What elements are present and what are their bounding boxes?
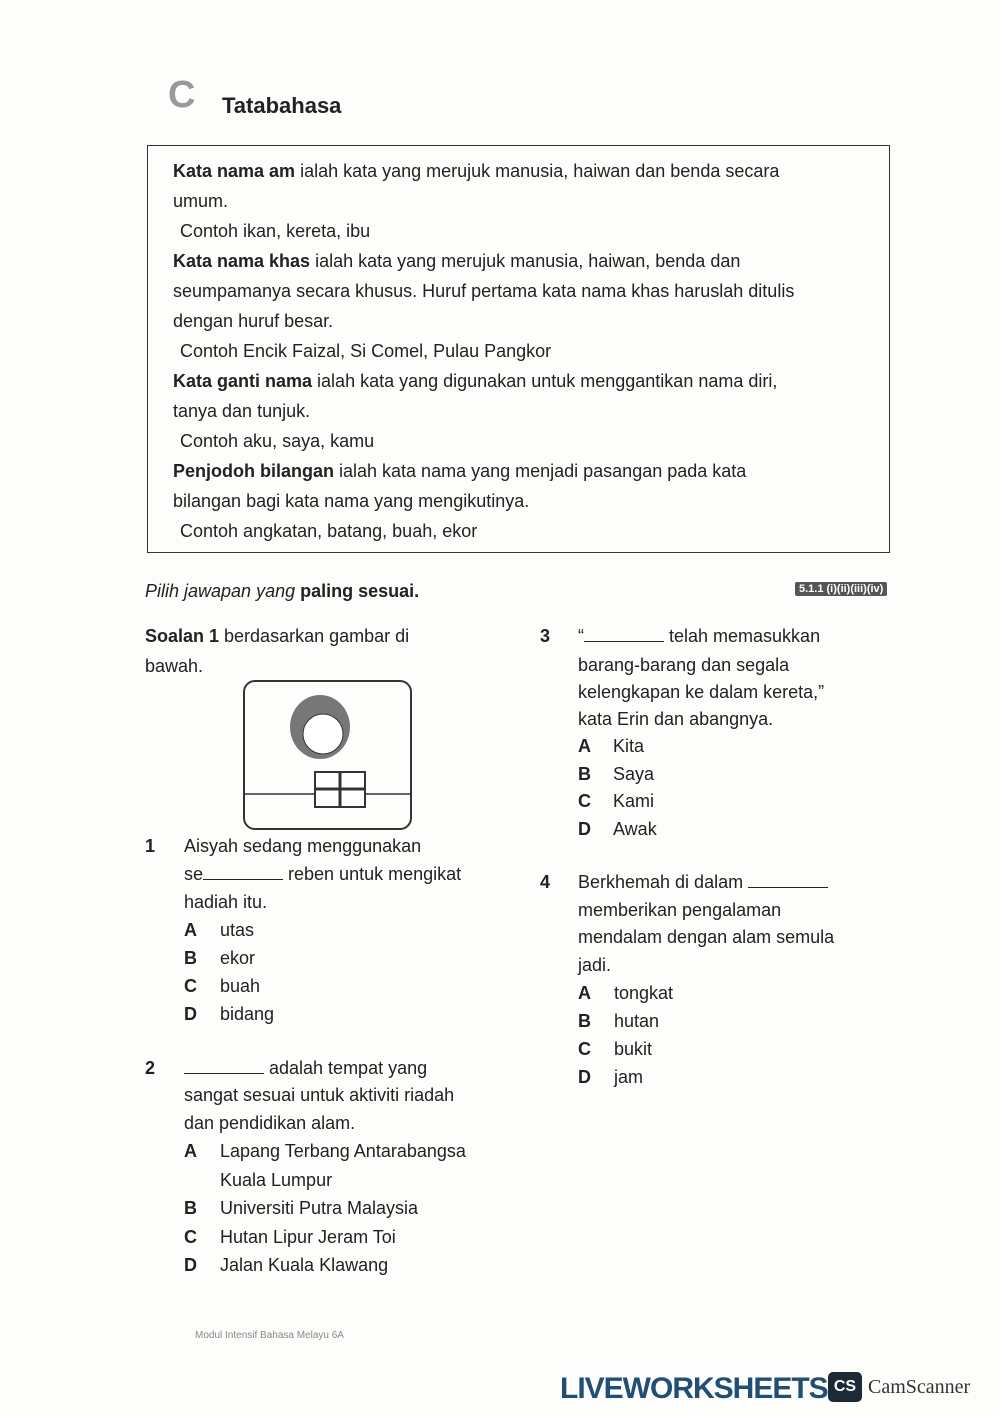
option-text: Kuala Lumpur [220,1169,333,1190]
answer-blank[interactable] [748,873,828,888]
q4-text-4: jadi. [578,955,612,975]
note-line: dengan huruf besar. [173,311,334,331]
liveworksheets-logo: LIVEWORKSHEETS [560,1372,828,1405]
option-letter: D [578,1067,591,1087]
q3-number: 3 [540,626,551,646]
option-letter: C [578,791,591,811]
illustration-girl-tying-gift [243,680,412,830]
option-letter: B [578,1011,591,1031]
q3-text-2: barang-barang dan segala [578,655,790,675]
option-letter: B [578,763,591,784]
q3-text: “ telah memasukkan [578,626,821,646]
option-letter: A [578,983,591,1003]
option-text: bukit [614,1039,653,1059]
q4-number: 4 [540,872,551,892]
option-text: tongkat [614,983,674,1003]
intro-text: Soalan 1 berdasarkan gambar di [145,626,410,646]
option-text: Kami [613,791,655,811]
option-text: Saya [613,763,655,784]
footer-text: Modul Intensif Bahasa Melayu 6A [195,1330,344,1341]
option-text: Jalan Kuala Klawang [220,1255,389,1275]
option-letter: D [578,818,591,839]
option-text: hutan [614,1011,660,1031]
note-line: Kata nama am ialah kata yang merujuk manusia, haiwan dan benda secara [173,161,780,181]
option-letter: C [184,1226,197,1247]
option-letter: B [184,948,197,968]
intro-text-2: bawah. [145,656,204,676]
option-text: Lapang Terbang Antarabangsa [220,1141,466,1161]
note-example: Contoh ikan, kereta, ibu [180,221,371,241]
option-letter: A [578,736,591,756]
option-text: bidang [220,1004,275,1024]
note-line: umum. [173,191,229,211]
q4-text-3: mendalam dengan alam semula [578,927,835,947]
note-line: tanya dan tunjuk. [173,401,311,421]
camscanner-label: CamScanner [868,1376,971,1398]
answer-blank[interactable] [184,1059,264,1074]
q4-text-2: memberikan pengalaman [578,900,782,920]
q1-text-2: se reben untuk mengikat [184,864,462,884]
option-text: Hutan Lipur Jeram Toi [220,1226,396,1247]
option-letter: B [184,1198,197,1218]
note-line: bilangan bagi kata nama yang mengikutinya. [173,491,530,511]
q3-text-4: kata Erin dan abangnya. [578,709,774,729]
note-line: Kata ganti nama ialah kata yang digunakan untuk menggantikan nama diri, [173,371,778,391]
option-letter: A [184,1141,197,1161]
option-letter: D [184,1004,197,1024]
option-text: Awak [613,818,657,839]
option-text: ekor [220,948,256,968]
note-line: Penjodoh bilangan ialah kata nama yang menjadi pasangan pada kata [173,461,747,481]
q1-number: 1 [145,836,156,856]
camscanner-icon: CS [828,1372,862,1402]
q3-text-3: kelengkapan ke dalam kereta,” [578,682,825,702]
option-text: Kita [613,736,645,756]
option-letter: C [578,1039,591,1059]
section-title: Tatabahasa [222,93,342,118]
option-letter: C [184,976,197,996]
q2-text-2: sangat sesuai untuk aktiviti riadah [184,1085,455,1105]
q4-text: Berkhemah di dalam [578,872,828,893]
note-example: Contoh Encik Faizal, Si Comel, Pulau Pangkor [180,341,552,361]
note-line: seumpamanya secara khusus. Huruf pertama kata nama khas haruslah ditulis [173,281,795,301]
answer-blank[interactable] [203,865,283,880]
q1-text-3: hadiah itu. [184,892,268,912]
note-example: Contoh angkatan, batang, buah, ekor [180,521,478,541]
q2-number: 2 [145,1058,156,1078]
section-letter: C [168,74,196,116]
skill-badge: 5.1.1 (i)(ii)(iii)(iv) [795,582,887,596]
q2-text-3: dan pendidikan alam. [184,1113,356,1133]
option-text: utas [220,920,255,940]
q1-text: Aisyah sedang menggunakan [184,836,422,856]
answer-blank[interactable] [584,627,664,642]
instruction: Pilih jawapan yang paling sesuai. [145,581,420,601]
option-letter: D [184,1255,197,1275]
note-line: Kata nama khas ialah kata yang merujuk manusia, haiwan, benda dan [173,251,741,271]
q2-text: adalah tempat yang [184,1058,427,1079]
option-letter: A [184,920,197,940]
note-example: Contoh aku, saya, kamu [180,431,375,451]
option-text: Universiti Putra Malaysia [220,1198,419,1218]
option-text: jam [614,1067,644,1087]
option-text: buah [220,976,261,996]
